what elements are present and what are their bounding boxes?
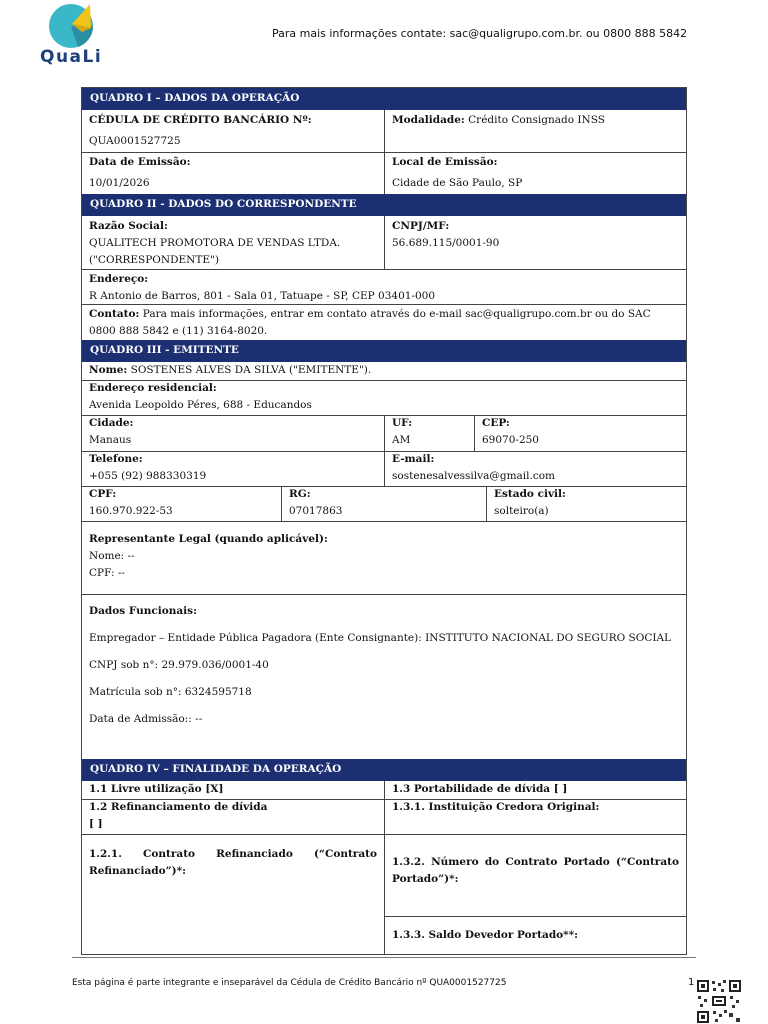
cep-cell xyxy=(475,415,687,451)
instituicao-credora-cell xyxy=(385,799,687,834)
saldo-devedor: 1.3.3. Saldo Devedor Portado**: xyxy=(392,929,579,941)
email-value: sostenesalvessilva@gmail.com xyxy=(392,470,555,482)
ccb-label: CÉDULA DE CRÉDITO BANCÁRIO Nº: xyxy=(89,114,312,126)
saldo-devedor-cell xyxy=(385,916,687,954)
ccb-cell xyxy=(82,110,385,152)
portabilidade-cell xyxy=(385,781,687,799)
instituicao-credora: 1.3.1. Instituição Credora Original: xyxy=(392,801,600,813)
refinanciamento-cell xyxy=(82,799,385,834)
razao-social-value-1: QUALITECH PROMOTORA DE VENDAS LTDA. xyxy=(89,237,341,249)
footer-divider xyxy=(72,957,696,958)
contrato-portado-cell xyxy=(385,834,687,916)
page-number: 1 xyxy=(688,977,695,988)
contrato-portado: 1.3.2. Número do Contrato Portado (“Contrato Portado”)*: xyxy=(392,856,679,885)
local-emissao-cell xyxy=(385,152,687,194)
nome-label: Nome: xyxy=(89,364,128,376)
quadro-4-header: QUADRO IV – FINALIDADE DA OPERAÇÃO xyxy=(82,759,686,781)
estado-civil-value: solteiro(a) xyxy=(494,505,549,517)
nome-cell xyxy=(82,362,687,380)
endereco-correspondente-label: Endereço: xyxy=(89,273,149,285)
contato-cell xyxy=(82,304,687,340)
contrato-refinanciado: 1.2.1. Contrato Refinanciado (“Contrato Refinanciado”)*: xyxy=(89,848,377,877)
contato-value-1: Para mais informações, entrar em contato através do e-mail sac@qualigrupo.com.br ou do SAC xyxy=(142,308,651,320)
logo-text: QuaLi xyxy=(40,47,103,67)
uf-cell xyxy=(385,415,475,451)
dados-funcionais-label: Dados Funcionais: xyxy=(89,605,197,617)
cpf-value: 160.970.922-53 xyxy=(89,505,173,517)
razao-social-value-2: ("CORRESPONDENTE") xyxy=(89,254,219,266)
telefone-value: +055 (92) 988330319 xyxy=(89,470,207,482)
rg-value: 07017863 xyxy=(289,505,343,517)
cidade-cell xyxy=(82,415,385,451)
telefone-cell xyxy=(82,451,385,486)
data-admissao: Data de Admissão:: -- xyxy=(89,713,203,725)
email-cell xyxy=(385,451,687,486)
footer-text: Esta página é parte integrante e inseparável da Cédula de Crédito Bancário nº QUA0001527725 xyxy=(72,978,507,988)
credit-document xyxy=(81,87,687,955)
razao-social-label: Razão Social: xyxy=(89,220,168,232)
dados-funcionais-cell xyxy=(82,594,687,759)
contato-label: Contato: xyxy=(89,308,140,320)
cnpj-value: 56.689.115/0001-90 xyxy=(392,237,500,249)
representante-label: Representante Legal (quando aplicável): xyxy=(89,533,328,545)
estado-civil-label: Estado civil: xyxy=(494,488,566,500)
data-emissao-cell xyxy=(82,152,385,194)
livre-utilizacao: 1.1 Livre utilização [X] xyxy=(89,783,224,795)
cnpj-cell xyxy=(385,216,687,269)
data-emissao-value: 10/01/2026 xyxy=(89,177,150,189)
cidade-value: Manaus xyxy=(89,434,132,446)
quadro-2-header: QUADRO II - DADOS DO CORRESPONDENTE xyxy=(82,194,686,216)
rg-cell xyxy=(282,486,487,521)
cep-label: CEP: xyxy=(482,417,510,429)
portabilidade: 1.3 Portabilidade de dívida [ ] xyxy=(392,783,568,795)
matricula: Matrícula sob n°: 6324595718 xyxy=(89,686,252,698)
modalidade-cell xyxy=(385,110,687,152)
data-emissao-label: Data de Emissão: xyxy=(89,156,191,168)
livre-utilizacao-cell xyxy=(82,781,385,799)
rg-label: RG: xyxy=(289,488,311,500)
endereco-residencial-value: Avenida Leopoldo Péres, 688 - Educandos xyxy=(89,399,312,411)
endereco-correspondente-value: R Antonio de Barros, 801 - Sala 01, Tatuape - SP, CEP 03401-000 xyxy=(89,290,436,302)
representante-nome: Nome: -- xyxy=(89,550,135,562)
representante-cpf: CPF: -- xyxy=(89,567,125,579)
endereco-residencial-cell xyxy=(82,380,687,415)
contato-value-2: 0800 888 5842 e (11) 3164-8020. xyxy=(89,325,268,337)
nome-value: SOSTENES ALVES DA SILVA ("EMITENTE"). xyxy=(130,364,372,376)
local-emissao-label: Local de Emissão: xyxy=(392,156,498,168)
empregador-text: Empregador – Entidade Pública Pagadora (Ente Consignante): INSTITUTO NACIONAL DO SEGURO SOCIAL xyxy=(89,632,672,644)
cpf-cell xyxy=(82,486,282,521)
telefone-label: Telefone: xyxy=(89,453,143,465)
local-emissao-value: Cidade de São Paulo, SP xyxy=(392,177,523,189)
contrato-refinanciado-cell xyxy=(82,834,385,954)
razao-social-cell xyxy=(82,216,385,269)
cnpj-empregador: CNPJ sob n°: 29.979.036/0001-40 xyxy=(89,659,269,671)
refinanciamento-label: 1.2 Refinanciamento de dívida xyxy=(89,801,268,813)
cep-value: 69070-250 xyxy=(482,434,539,446)
cnpj-label: CNPJ/MF: xyxy=(392,220,450,232)
quadro-3-header: QUADRO III - EMITENTE xyxy=(82,340,686,362)
endereco-residencial-label: Endereço residencial: xyxy=(89,382,217,394)
modalidade-label: Modalidade: xyxy=(392,114,465,126)
endereco-correspondente-cell xyxy=(82,269,687,304)
uf-value: AM xyxy=(392,434,411,446)
ccb-value: QUA0001527725 xyxy=(89,135,181,147)
header-contact-line: Para mais informações contate: sac@qualigrupo.com.br. ou 0800 888 5842 xyxy=(272,27,688,40)
estado-civil-cell xyxy=(487,486,687,521)
quadro-1-header: QUADRO I – DADOS DA OPERAÇÃO xyxy=(82,88,686,110)
cpf-label: CPF: xyxy=(89,488,117,500)
qr-code-icon xyxy=(696,979,742,1024)
cidade-label: Cidade: xyxy=(89,417,134,429)
modalidade-value: Crédito Consignado INSS xyxy=(468,114,605,126)
representante-cell xyxy=(82,521,687,594)
uf-label: UF: xyxy=(392,417,413,429)
refinanciamento-checkbox: [ ] xyxy=(89,818,103,830)
email-label: E-mail: xyxy=(392,453,435,465)
